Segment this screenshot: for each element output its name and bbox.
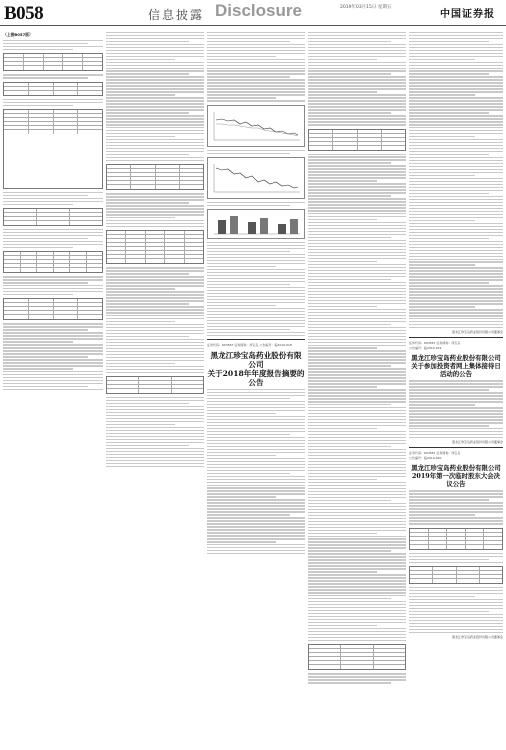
column-1 <box>3 30 103 746</box>
financial-table <box>3 298 103 320</box>
notice-code: 证券代码：603567 证券简称：珍宝岛 公告编号：临2019-018 <box>207 343 292 347</box>
financial-table <box>3 251 103 273</box>
notice-title: 黑龙江珍宝岛药业股份有限公司 关于2018年年度报告摘要的公告 <box>207 351 305 387</box>
line-chart-graphic <box>208 158 304 198</box>
page-number: B058 <box>4 3 44 24</box>
column-2 <box>106 30 204 746</box>
voting-table <box>409 566 503 584</box>
notice-signoff: 黑龙江珍宝岛药业股份有限公司董事会 <box>451 330 503 335</box>
financial-table <box>3 53 103 71</box>
financial-table <box>106 164 204 190</box>
column-3 <box>207 30 305 746</box>
stock-price-chart <box>207 105 305 147</box>
notice-number: 公告编号：临2019-020 <box>409 456 442 461</box>
financial-table <box>106 376 204 394</box>
notice-title: 黑龙江珍宝岛药业股份有限公司 关于参加投资者网上集体接待日活动的公告 <box>411 354 501 379</box>
notice-title: 黑龙江珍宝岛药业股份有限公司 2019年第一次临时股东大会决议公告 <box>411 464 501 489</box>
financial-table <box>308 129 406 151</box>
continued-heading: （上接B057版） <box>3 32 33 37</box>
voting-table <box>409 528 503 550</box>
notice-number: 公告编号：临2019-019 <box>409 346 442 351</box>
index-chart <box>207 157 305 199</box>
notice-code: 证券代码：603567 证券简称：珍宝岛 <box>409 451 461 456</box>
financial-table <box>3 82 103 96</box>
masthead-logo: 中国证券报 <box>440 9 495 20</box>
section-title-cn: 信息披露 <box>148 8 205 22</box>
column-5 <box>409 30 503 746</box>
financial-table <box>106 230 204 264</box>
page-header <box>0 0 506 26</box>
notice-signoff: 黑龙江珍宝岛药业股份有限公司董事会 <box>451 634 503 639</box>
financial-table <box>3 208 103 226</box>
notice-code: 证券代码：603567 证券简称：珍宝岛 <box>409 341 461 346</box>
bar-chart <box>207 209 305 239</box>
section-title-en: Disclosure <box>215 1 302 20</box>
column-4 <box>308 30 406 746</box>
bar-chart-graphic <box>208 210 304 238</box>
notice-signoff: 黑龙江珍宝岛药业股份有限公司董事会 <box>451 440 503 445</box>
financial-table <box>3 109 103 189</box>
line-chart-graphic <box>208 106 304 146</box>
issue-date: 2019年03月15日 星期五 <box>340 5 392 10</box>
financial-table <box>308 644 406 670</box>
